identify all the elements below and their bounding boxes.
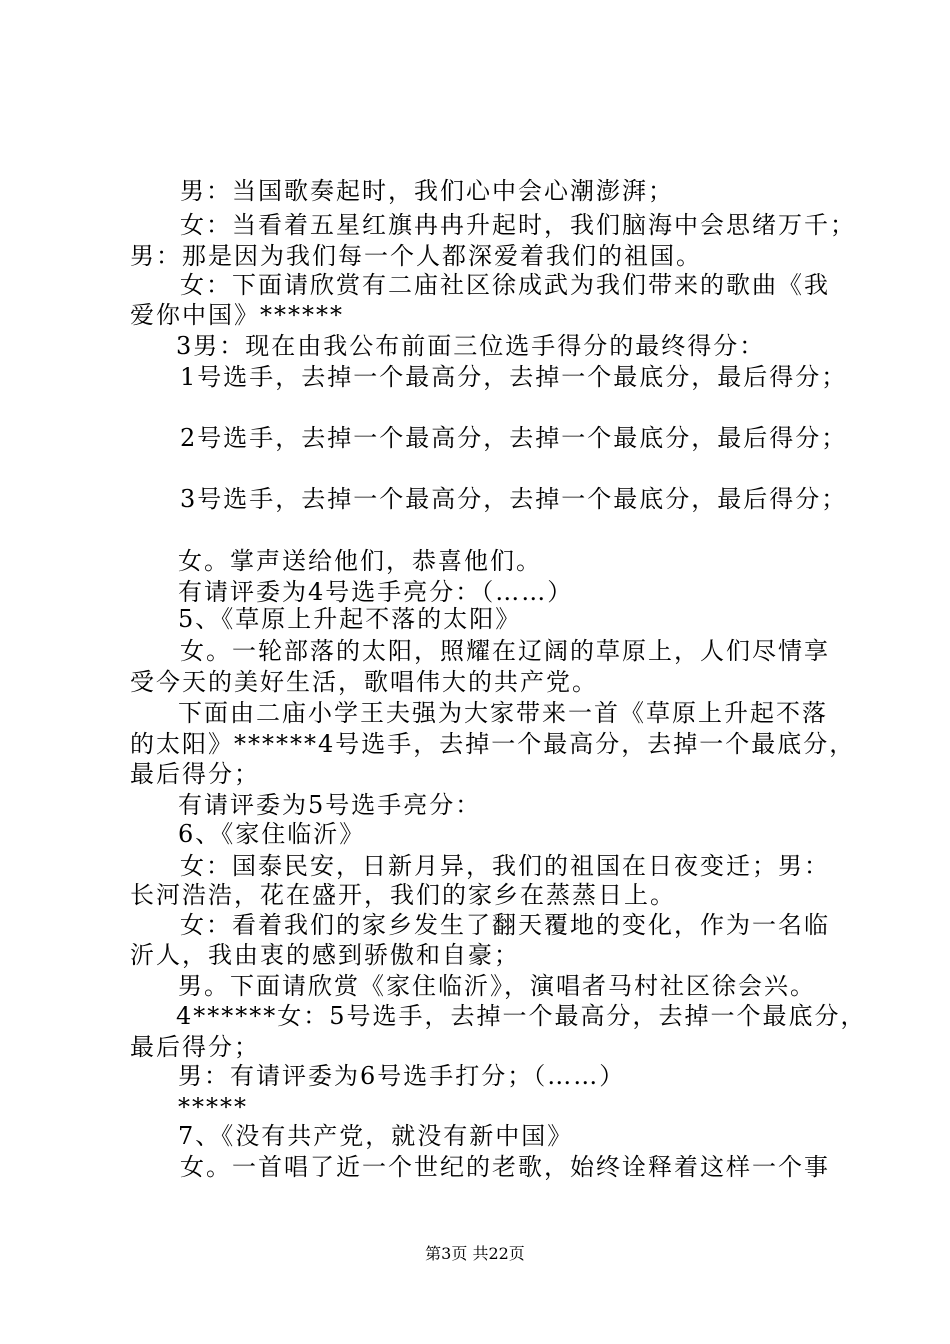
text-line: 爱你中国》******: [130, 301, 344, 329]
text-line: 有请评委为5号选手亮分：: [178, 791, 482, 819]
text-line: 3号选手，去掉一个最高分，去掉一个最底分，最后得分；: [180, 485, 848, 513]
page-number: 第3页 共22页: [425, 1244, 525, 1263]
text-line: 女。掌声送给他们，恭喜他们。: [178, 547, 542, 575]
text-line: 男：有请评委为6号选手打分；（……）: [178, 1062, 626, 1090]
text-line: 沂人，我由衷的感到骄傲和自豪；: [130, 941, 520, 969]
text-line: 6、《家住临沂》: [178, 820, 366, 848]
text-line: 1号选手，去掉一个最高分，去掉一个最底分，最后得分；: [180, 363, 848, 391]
text-line: 下面由二庙小学王夫强为大家带来一首《草原上升起不落: [178, 699, 828, 727]
text-line: 男：那是因为我们每一个人都深爱着我们的祖国。: [130, 242, 702, 270]
text-line: 受今天的美好生活，歌唱伟大的共产党。: [130, 668, 598, 696]
text-line: 最后得分；: [130, 760, 260, 788]
text-line: 5、《草原上升起不落的太阳》: [178, 605, 522, 633]
text-line: 7、《没有共产党，就没有新中国》: [178, 1122, 574, 1150]
text-line: 女：下面请欣赏有二庙社区徐成武为我们带来的歌曲《我: [180, 271, 830, 299]
text-line: 有请评委为4号选手亮分：（……）: [178, 578, 574, 606]
text-line: 3男：现在由我公布前面三位选手得分的最终得分：: [176, 332, 766, 360]
text-line: 的太阳》******4号选手，去掉一个最高分，去掉一个最底分，: [130, 730, 856, 758]
text-line: 女：看着我们的家乡发生了翻天覆地的变化，作为一名临: [180, 911, 830, 939]
text-line: 4******女：5号选手，去掉一个最高分，去掉一个最底分，: [176, 1002, 867, 1030]
text-line: 女。一轮部落的太阳，照耀在辽阔的草原上，人们尽情享: [180, 637, 830, 665]
text-line: 最后得分；: [130, 1033, 260, 1061]
text-line: 女：国泰民安，日新月异，我们的祖国在日夜变迁；男：: [180, 852, 830, 880]
text-line: *****: [178, 1093, 248, 1121]
text-line: 男：当国歌奏起时，我们心中会心潮澎湃；: [180, 177, 674, 205]
text-line: 女。一首唱了近一个世纪的老歌，始终诠释着这样一个事: [180, 1153, 830, 1181]
text-line: 长河浩浩，花在盛开，我们的家乡在蒸蒸日上。: [130, 881, 676, 909]
text-line: 女：当看着五星红旗冉冉升起时，我们脑海中会思绪万千；: [180, 211, 856, 239]
text-line: 2号选手，去掉一个最高分，去掉一个最底分，最后得分；: [180, 424, 848, 452]
text-line: 男。下面请欣赏《家住临沂》，演唱者马村社区徐会兴。: [178, 972, 816, 1000]
